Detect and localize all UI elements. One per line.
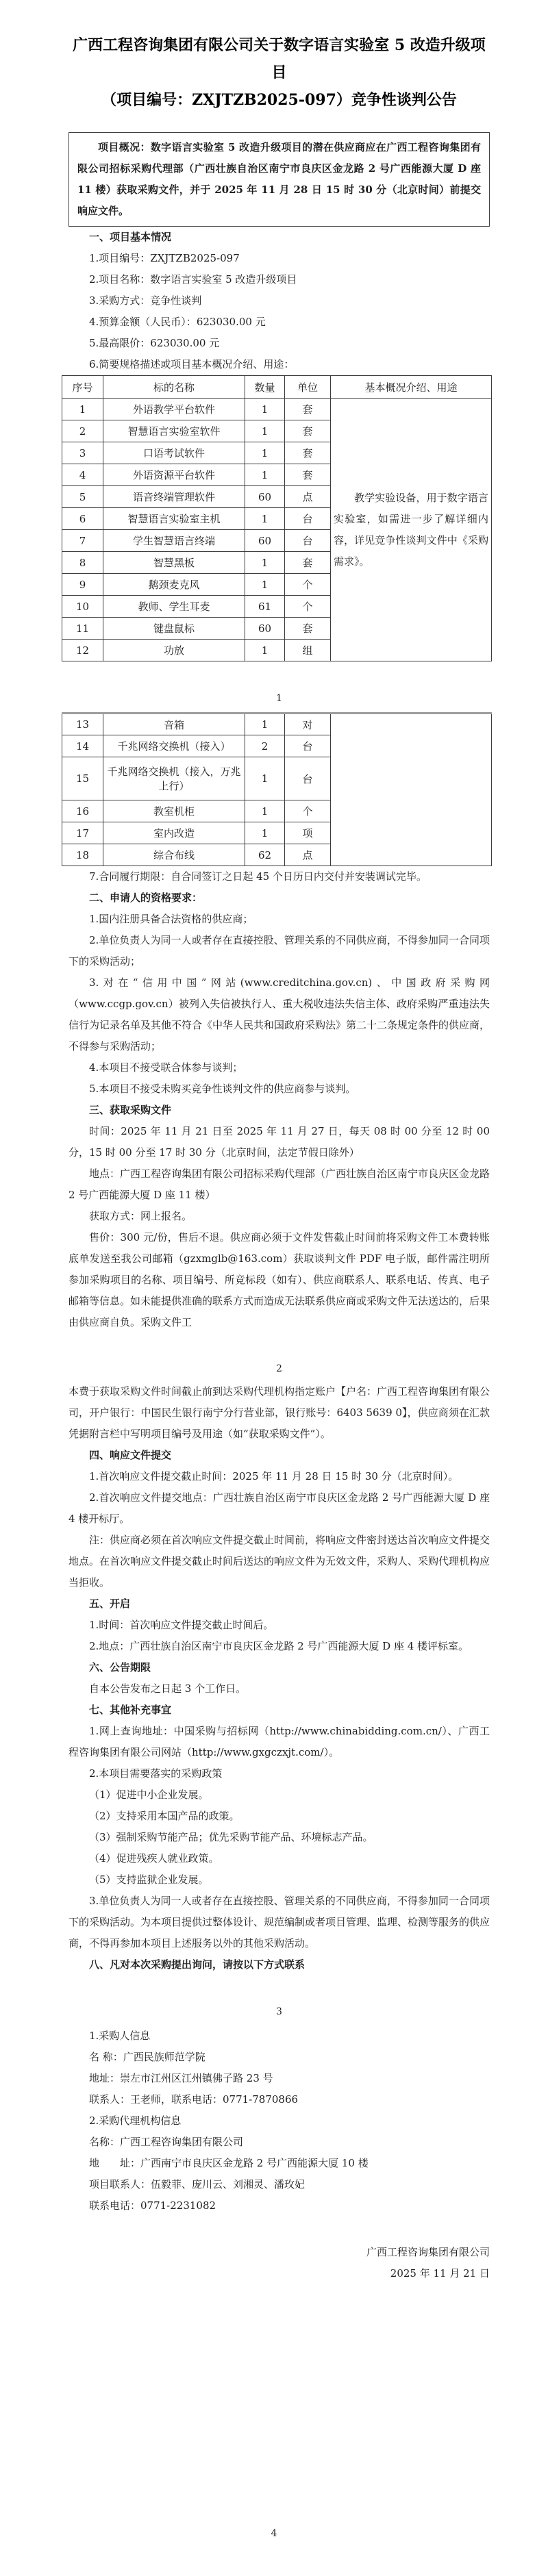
cell-unit: 台 bbox=[285, 530, 331, 552]
item-spec-intro: 6.简要规格描述或项目基本概况介绍、用途： bbox=[89, 358, 295, 370]
cell-no: 3 bbox=[62, 442, 103, 464]
cell-name: 鹅颈麦克风 bbox=[103, 574, 245, 596]
cell-unit: 台 bbox=[285, 757, 331, 800]
item-procurement-method: 3.采购方式：竞争性谈判 bbox=[89, 294, 202, 307]
announcement-period: 自本公告发布之日起 3 个工作日。 bbox=[89, 1682, 247, 1695]
cell-name: 教师、学生耳麦 bbox=[103, 596, 245, 618]
cell-unit: 套 bbox=[285, 399, 331, 420]
cell-no: 16 bbox=[62, 800, 103, 822]
response-deadline: 1.首次响应文件提交截止时间：2025 年 11 月 28 日 15 时 30 分（北京时间）。 bbox=[89, 1470, 459, 1482]
cell-qty: 1 bbox=[245, 442, 285, 464]
col-header-qty: 数量 bbox=[245, 376, 285, 399]
cell-name: 千兆网络交换机（接入，万兆上行） bbox=[103, 757, 245, 800]
section-heading-2: 二、申请人的资格要求： bbox=[89, 892, 203, 904]
cell-no: 17 bbox=[62, 822, 103, 844]
section-heading-7: 七、其他补充事宜 bbox=[89, 1704, 172, 1716]
cell-name: 外语教学平台软件 bbox=[103, 399, 245, 420]
qualification-3: 3.对在“信用中国”网站(www.creditchina.gov.cn)、中国政府采购网（www.ccgp.gov.cn）被列入失信被执行人、重大税收违法失信主体、政府采购严重违法失信行为记录名单及其他不符合《中华人民共和国政府采购法》第二十二条规定条件的供应商，不得参与采购活动； bbox=[68, 976, 490, 1052]
cell-no: 5 bbox=[62, 486, 103, 508]
cell-name: 学生智慧语言终端 bbox=[103, 530, 245, 552]
cell-unit: 套 bbox=[285, 618, 331, 640]
cell-no: 2 bbox=[62, 420, 103, 442]
cell-unit: 台 bbox=[285, 735, 331, 757]
cell-name: 室内改造 bbox=[103, 822, 245, 844]
cell-name: 智慧语言实验室主机 bbox=[103, 508, 245, 530]
table-header-row bbox=[62, 376, 492, 399]
doc-price-part1: 售价：300 元/份，售后不退。供应商必须于文件发售截止时间前将采购文件工本费转账底单发送至我公司邮箱（gzxmglb@163.com）获取谈判文件 PDF 电子版，邮件需注明所参加采购项目的名称、项目编号、所竞标段（如有）、供应商联系人、联系电话、传真、电子邮箱等信息。如未能提供准确的联系方式而造成无法联系供应商或采购文件无法送达的，后果由供应商自负。采购文件工 bbox=[68, 1231, 490, 1328]
cell-name: 语音终端管理软件 bbox=[103, 486, 245, 508]
online-query-address: 1.网上查询地址：中国采购与招标网（http://www.chinabidding.com.cn/）、广西工程咨询集团有限公司网站（http://www.gxgczxjt.com/）。 bbox=[68, 1725, 490, 1758]
cell-qty: 1 bbox=[245, 574, 285, 596]
policy-4: （4）促进残疾人就业政策。 bbox=[89, 1852, 219, 1865]
qualification-4: 4.本项目不接受联合体参与谈判； bbox=[89, 1061, 243, 1074]
section-heading-5: 五、开启 bbox=[89, 1598, 131, 1610]
cell-name: 教室机柜 bbox=[103, 800, 245, 822]
cell-no: 6 bbox=[62, 508, 103, 530]
cell-name: 音箱 bbox=[103, 714, 245, 735]
item-price-ceiling: 5.最高限价：623030.00 元 bbox=[89, 337, 220, 349]
project-overview-text: 项目概况：数字语言实验室 5 改造升级项目的潜在供应商应在广西工程咨询集团有限公司招标采购代理部（广西壮族自治区南宁市良庆区金龙路 2 号广西能源大厦 D 座 11 楼）获取采购文件，并于 2025 年 11 月 28 日 15 时 30 分（北京时间）前提交响应文件。 bbox=[77, 141, 481, 217]
cell-name: 口语考试软件 bbox=[103, 442, 245, 464]
section-heading-6: 六、公告期限 bbox=[89, 1661, 151, 1674]
cell-unit: 点 bbox=[285, 486, 331, 508]
cell-no: 15 bbox=[62, 757, 103, 800]
cell-no: 14 bbox=[62, 735, 103, 757]
cell-no: 1 bbox=[62, 399, 103, 420]
cell-qty: 60 bbox=[245, 530, 285, 552]
policy-5: （5）支持监狱企业发展。 bbox=[89, 1873, 209, 1886]
cell-unit: 台 bbox=[285, 508, 331, 530]
policy-1: （1）促进中小企业发展。 bbox=[89, 1789, 209, 1801]
cell-unit: 个 bbox=[285, 800, 331, 822]
page-number-4: 4 bbox=[271, 2528, 277, 2539]
item-contract-term: 7.合同履行期限：自合同签订之日起 45 个日历日内交付并安装调试完毕。 bbox=[89, 870, 427, 883]
cell-no: 4 bbox=[62, 464, 103, 486]
cell-qty: 1 bbox=[245, 464, 285, 486]
cell-unit: 点 bbox=[285, 844, 331, 866]
cell-no: 8 bbox=[62, 552, 103, 574]
agent-name: 名称：广西工程咨询集团有限公司 bbox=[89, 2136, 244, 2148]
section-heading-3: 三、获取采购文件 bbox=[89, 1104, 172, 1116]
cell-unit: 对 bbox=[285, 714, 331, 735]
cell-unit: 个 bbox=[285, 596, 331, 618]
agent-info-heading: 2.采购代理机构信息 bbox=[89, 2114, 182, 2127]
cell-no: 9 bbox=[62, 574, 103, 596]
cell-unit: 项 bbox=[285, 822, 331, 844]
cell-name: 智慧黑板 bbox=[103, 552, 245, 574]
cell-qty: 1 bbox=[245, 757, 285, 800]
agent-contact-persons: 项目联系人：伍毅菲、庞川云、刘湘灵、潘玫妃 bbox=[89, 2178, 306, 2190]
agent-phone: 联系电话：0771-2231082 bbox=[89, 2199, 216, 2212]
cell-name: 综合布线 bbox=[103, 844, 245, 866]
cell-qty: 61 bbox=[245, 596, 285, 618]
document-title-line2: （项目编号：ZXJTZB2025-097）竞争性谈判公告 bbox=[101, 91, 457, 109]
col-header-desc: 基本概况介绍、用途 bbox=[331, 376, 492, 399]
buyer-contact: 联系人：王老师，联系电话：0771-7870866 bbox=[89, 2093, 299, 2106]
cell-unit: 组 bbox=[285, 640, 331, 661]
cell-qty: 1 bbox=[245, 420, 285, 442]
buyer-info-heading: 1.采购人信息 bbox=[89, 2030, 151, 2042]
cell-unit: 套 bbox=[285, 464, 331, 486]
buyer-name: 名 称：广西民族师范学院 bbox=[89, 2051, 206, 2063]
cell-unit: 个 bbox=[285, 574, 331, 596]
section-heading-8: 八、凡对本次采购提出询问，请按以下方式联系 bbox=[89, 1958, 306, 1971]
cell-qty: 62 bbox=[245, 844, 285, 866]
item-project-name: 2.项目名称：数字语言实验室 5 改造升级项目 bbox=[89, 273, 297, 286]
cell-qty: 1 bbox=[245, 552, 285, 574]
project-overview-box bbox=[68, 132, 490, 227]
cell-qty: 1 bbox=[245, 640, 285, 661]
qualification-5: 5.本项目不接受未购买竞争性谈判文件的供应商参与谈判。 bbox=[89, 1083, 356, 1095]
qualification-1: 1.国内注册具备合法资格的供应商； bbox=[89, 913, 253, 925]
cell-name: 智慧语言实验室软件 bbox=[103, 420, 245, 442]
procurement-policy-heading: 2.本项目需要落实的采购政策 bbox=[89, 1767, 223, 1780]
opening-place: 2.地点：广西壮族自治区南宁市良庆区金龙路 2 号广西能源大厦 D 座 4 楼评标室。 bbox=[89, 1640, 469, 1652]
cell-name: 功放 bbox=[103, 640, 245, 661]
cell-qty: 1 bbox=[245, 800, 285, 822]
cell-no: 11 bbox=[62, 618, 103, 640]
items-table-page1 bbox=[62, 375, 492, 661]
col-header-name: 标的名称 bbox=[103, 376, 245, 399]
buyer-address: 地址：崇左市江州区江州镇佛子路 23 号 bbox=[89, 2072, 273, 2084]
response-place: 2.首次响应文件提交地点：广西壮族自治区南宁市良庆区金龙路 2 号广西能源大厦 D 座 4 楼开标厅。 bbox=[68, 1491, 490, 1525]
document-title-line1: 广西工程咨询集团有限公司关于数字语言实验室 5 改造升级项目 bbox=[73, 36, 486, 81]
agent-address: 地 址：广西南宁市良庆区金龙路 2 号广西能源大厦 10 楼 bbox=[89, 2157, 369, 2169]
cell-no: 12 bbox=[62, 640, 103, 661]
table-row bbox=[62, 399, 492, 420]
item-budget: 4.预算金额（人民币）：623030.00 元 bbox=[89, 316, 266, 328]
items-table-page2 bbox=[62, 712, 492, 866]
col-header-unit: 单位 bbox=[285, 376, 331, 399]
cell-qty: 60 bbox=[245, 618, 285, 640]
cell-no: 10 bbox=[62, 596, 103, 618]
qualification-2: 2.单位负责人为同一人或者存在直接控股、管理关系的不同供应商，不得参加同一合同项下的采购活动； bbox=[68, 934, 490, 968]
page-number-3: 3 bbox=[276, 2006, 282, 2017]
cell-qty: 1 bbox=[245, 714, 285, 735]
cell-desc-merged-empty bbox=[331, 714, 492, 866]
section-heading-1: 一、项目基本情况 bbox=[89, 231, 172, 243]
cell-name: 外语资源平台软件 bbox=[103, 464, 245, 486]
cell-unit: 套 bbox=[285, 552, 331, 574]
doc-obtain-time: 时间：2025 年 11 月 21 日至 2025 年 11 月 27 日，每天 08 时 00 分至 12 时 00 分，15 时 00 分至 17 时 30 分（北京时间，法定节假日除外） bbox=[68, 1125, 490, 1159]
table-row bbox=[62, 714, 492, 735]
signature-company: 广西工程咨询集团有限公司 bbox=[366, 2246, 490, 2258]
cell-qty: 60 bbox=[245, 486, 285, 508]
item-project-number: 1.项目编号：ZXJTZB2025-097 bbox=[89, 252, 240, 264]
cell-qty: 1 bbox=[245, 399, 285, 420]
supplementary-3: 3.单位负责人为同一人或者存在直接控股、管理关系的不同供应商，不得参加同一合同项下的采购活动。为本项目提供过整体设计、规范编制或者项目管理、监理、检测等服务的供应商，不得再参加本项目上述服务以外的其他采购活动。 bbox=[68, 1895, 490, 1949]
opening-time: 1.时间：首次响应文件提交截止时间后。 bbox=[89, 1619, 274, 1631]
cell-name: 千兆网络交换机（接入） bbox=[103, 735, 245, 757]
cell-qty: 1 bbox=[245, 822, 285, 844]
cell-qty: 1 bbox=[245, 508, 285, 530]
col-header-no: 序号 bbox=[62, 376, 103, 399]
cell-no: 7 bbox=[62, 530, 103, 552]
cell-unit: 套 bbox=[285, 442, 331, 464]
doc-obtain-method: 获取方式：网上报名。 bbox=[89, 1210, 192, 1222]
page-number-2: 2 bbox=[276, 1363, 282, 1374]
equipment-description: 教学实验设备，用于数字语言实验室，如需进一步了解详细内容，详见竞争性谈判文件中《采购需求》。 bbox=[334, 491, 488, 568]
cell-name: 键盘鼠标 bbox=[103, 618, 245, 640]
cell-qty: 2 bbox=[245, 735, 285, 757]
section-heading-4: 四、响应文件提交 bbox=[89, 1449, 172, 1461]
doc-obtain-place: 地点：广西工程咨询集团有限公司招标采购代理部（广西壮族自治区南宁市良庆区金龙路 2 号广西能源大厦 D 座 11 楼） bbox=[68, 1167, 490, 1201]
policy-3: （3）强制采购节能产品；优先采购节能产品、环境标志产品。 bbox=[89, 1831, 373, 1843]
cell-desc-merged bbox=[331, 399, 492, 661]
cell-unit: 套 bbox=[285, 420, 331, 442]
doc-price-part2: 本费于获取采购文件时间截止前到达采购代理机构指定账户【户名：广西工程咨询集团有限公司，开户银行：中国民生银行南宁分行营业部，银行账号：6403 5639 0】，供应商须在汇款凭据附言栏中写明项目编号及用途（如“获取采购文件”）。 bbox=[68, 1385, 490, 1440]
response-note: 注：供应商必须在首次响应文件提交截止时间前，将响应文件密封送达首次响应文件提交地点。在首次响应文件提交截止时间后送达的响应文件为无效文件，采购人、采购代理机构应当拒收。 bbox=[68, 1534, 490, 1589]
page-number-1: 1 bbox=[276, 693, 282, 704]
signature-date: 2025 年 11 月 21 日 bbox=[390, 2267, 490, 2280]
cell-no: 13 bbox=[62, 714, 103, 735]
cell-no: 18 bbox=[62, 844, 103, 866]
policy-2: （2）支持采用本国产品的政策。 bbox=[89, 1810, 240, 1822]
